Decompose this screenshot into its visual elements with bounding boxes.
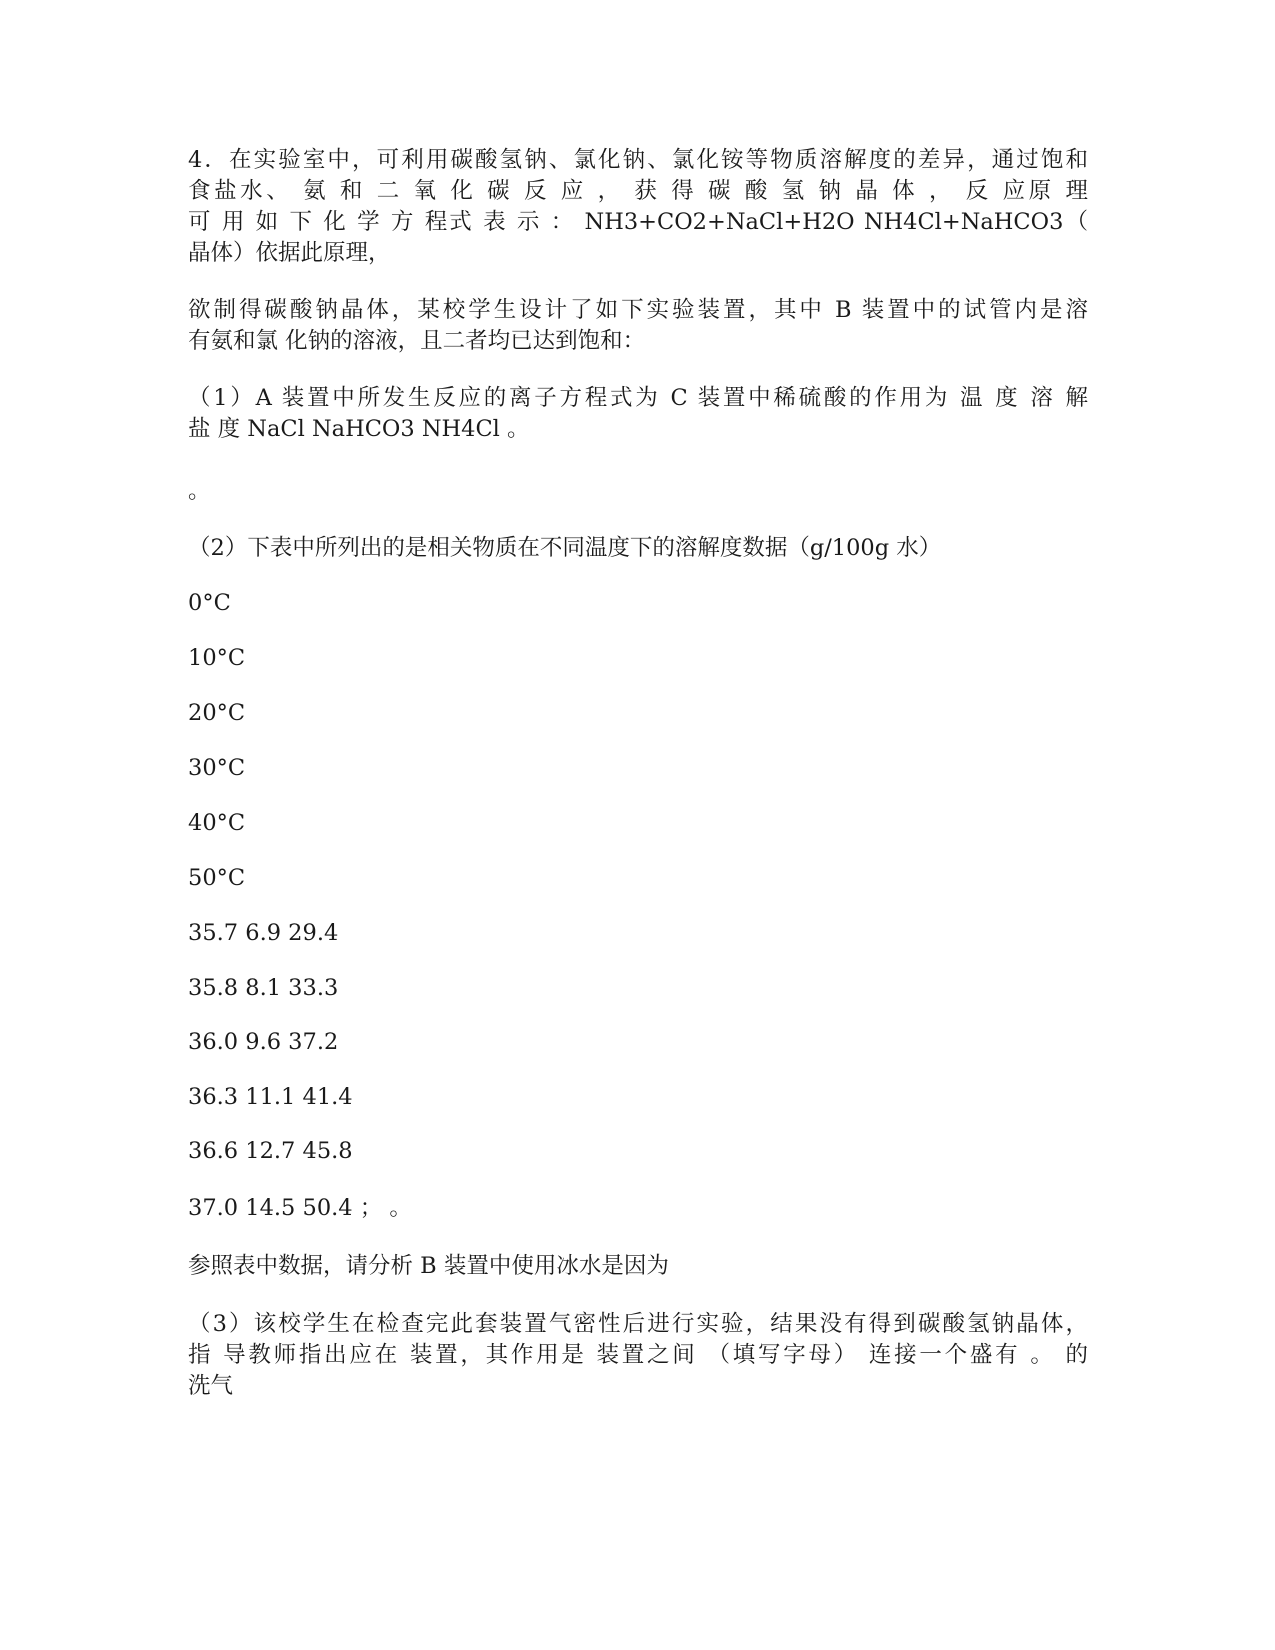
part3-line-1: （3）该校学生在检查完此套装置气密性后进行实验，结果没有得到碳酸氢钠晶体， <box>188 1311 1088 1337</box>
data-row-5: 37.0 14.5 50.4 ； 。 <box>188 1195 412 1221</box>
stray-mark: 。 <box>188 478 211 504</box>
intro-line-3: 可 用 如 下 化 学 方 程式 表 示 ： NH3+CO2+NaCl+H2O NH4Cl+NaHCO3（ <box>188 209 1088 235</box>
temperature-20: 20°C <box>188 700 246 726</box>
part2-question: 参照表中数据，请分析 B 装置中使用冰水是因为 <box>188 1253 669 1279</box>
data-row-4: 36.6 12.7 45.8 <box>188 1138 353 1164</box>
data-row-0: 35.7 6.9 29.4 <box>188 920 339 946</box>
intro-line-4: 晶体）依据此原理， <box>188 240 391 266</box>
temperature-10: 10°C <box>188 645 246 671</box>
part1-line-1: （1）A 装置中所发生反应的离子方程式为 C 装置中稀硫酸的作用为 温 度 溶 解 <box>188 385 1088 411</box>
temperature-30: 30°C <box>188 755 246 781</box>
data-row-2: 36.0 9.6 37.2 <box>188 1029 339 1055</box>
part3-line-3: 洗气 <box>188 1373 234 1399</box>
intro-line-2: 食盐水、 氨 和 二 氧 化 碳 反 应 ， 获 得 碳 酸 氢 钠 晶 体 ， 反 应原 理 <box>188 178 1088 204</box>
setup-line-1: 欲制得碳酸钠晶体，某校学生设计了如下实验装置，其中 B 装置中的试管内是溶 <box>188 297 1088 323</box>
part3-line-2: 指 导教师指出应在 装置，其作用是 装置之间 （填写字母） 连接一个盛有 。 的 <box>188 1342 1088 1368</box>
intro-line-1: 4．在实验室中，可利用碳酸氢钠、氯化钠、氯化铵等物质溶解度的差异，通过饱和 <box>188 147 1088 173</box>
part1-line-2: 盐 度 NaCl NaHCO3 NH4Cl 。 <box>188 416 530 442</box>
temperature-40: 40°C <box>188 810 246 836</box>
data-row-3: 36.3 11.1 41.4 <box>188 1084 353 1110</box>
setup-line-2: 有氨和氯 化钠的溶液，且二者均已达到饱和： <box>188 328 646 354</box>
temperature-50: 50°C <box>188 865 246 891</box>
data-row-1: 35.8 8.1 33.3 <box>188 975 339 1001</box>
part2-heading: （2）下表中所列出的是相关物质在不同温度下的溶解度数据（g/100g 水） <box>188 535 942 561</box>
temperature-0: 0°C <box>188 590 231 616</box>
